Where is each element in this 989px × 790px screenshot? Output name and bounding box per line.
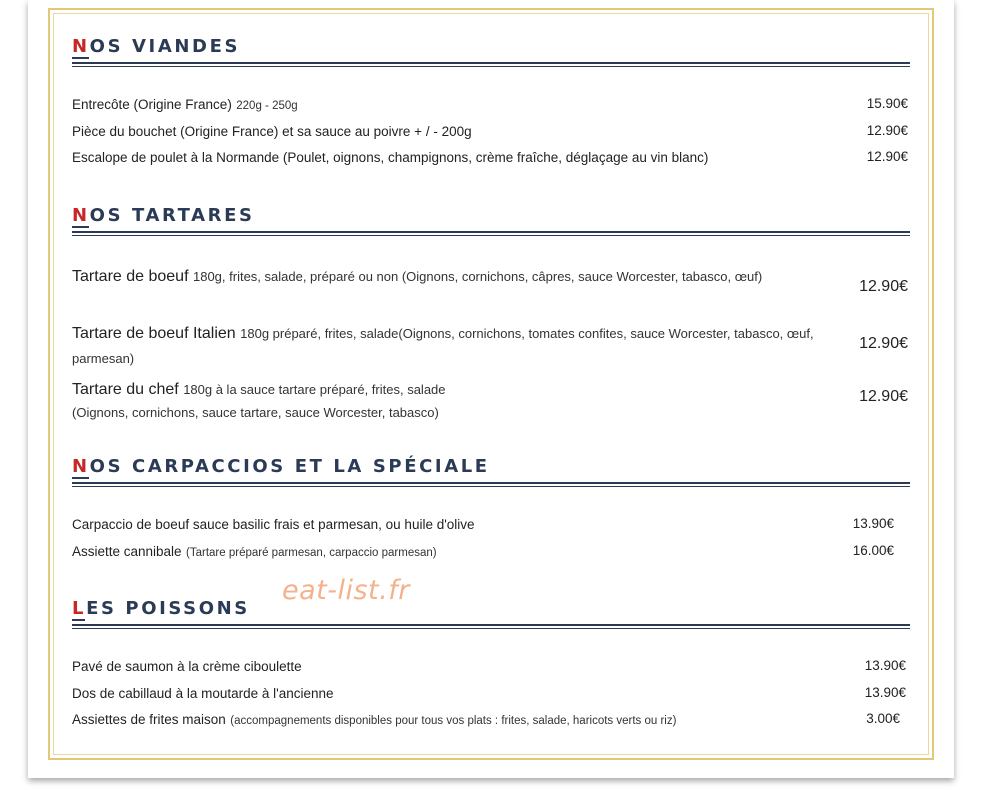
menu-item: Tartare de boeuf Italien 180g préparé, frites, salade(Oignons, cornichons, tomates confites, sauce Worcester, tabasco, œuf, parmesan): [72, 325, 814, 366]
section-rule: [72, 624, 910, 629]
menu-item: Dos de cabillaud à la moutarde à l'ancienne 13.90€: [72, 685, 906, 701]
section-rule: [72, 482, 910, 487]
item-price: 13.90€: [864, 685, 906, 700]
menu-item: Tartare du chef 180g à la sauce tartare préparé, frites, salade (Oignons, cornichons, sauce tartare, sauce Worcester, tabasco): [72, 381, 446, 420]
item-price: 12.90€: [859, 278, 908, 295]
section-rule: [72, 231, 910, 236]
section-heading: NOS TARTARES: [72, 205, 255, 226]
item-price: 12.90€: [866, 149, 908, 164]
item-price: 13.90€: [852, 516, 894, 531]
item-price: 16.00€: [852, 543, 894, 558]
item-price: 12.90€: [866, 123, 908, 138]
menu-item: Tartare de boeuf 180g, frites, salade, préparé ou non (Oignons, cornichons, câpres, sauce Worcester, tabasco, œuf): [72, 268, 763, 285]
item-price: 12.90€: [859, 388, 908, 405]
menu-item: Carpaccio de boeuf sauce basilic frais et parmesan, ou huile d'olive 13.90€: [72, 516, 894, 532]
section-poissons: [72, 596, 910, 629]
section-heading: NOS CARPACCIOS ET LA SPÉCIALE: [72, 456, 490, 477]
section-heading: NOS VIANDES: [72, 36, 241, 57]
section-viandes: [72, 34, 910, 67]
menu-item: Pièce du bouchet (Origine France) et sa sauce au poivre + / - 200g 12.90€: [72, 123, 908, 139]
menu-item: Pavé de saumon à la crème ciboulette 13.90€: [72, 658, 906, 674]
menu-item: Assiettes de frites maison (accompagnements disponibles pour tous vos plats : frites, salade, haricots verts ou riz) 3.00€: [72, 711, 900, 727]
menu-item: Assiette cannibale (Tartare préparé parmesan, carpaccio parmesan) 16.00€: [72, 543, 894, 559]
menu-item: Entrecôte (Origine France) 220g - 250g 15.90€: [72, 96, 908, 112]
menu-item: Escalope de poulet à la Normande (Poulet, oignons, champignons, crème fraîche, déglaçage au vin blanc) 12.90€: [72, 149, 908, 165]
item-price: 12.90€: [859, 335, 908, 352]
item-price: 3.00€: [866, 711, 900, 726]
section-carpaccios: [72, 454, 910, 487]
watermark: eat-list.fr: [282, 575, 410, 606]
item-price: 13.90€: [864, 658, 906, 673]
item-price: 15.90€: [866, 96, 908, 111]
section-tartares: [72, 203, 910, 236]
section-heading: LES POISSONS: [72, 598, 250, 619]
section-rule: [72, 62, 910, 67]
